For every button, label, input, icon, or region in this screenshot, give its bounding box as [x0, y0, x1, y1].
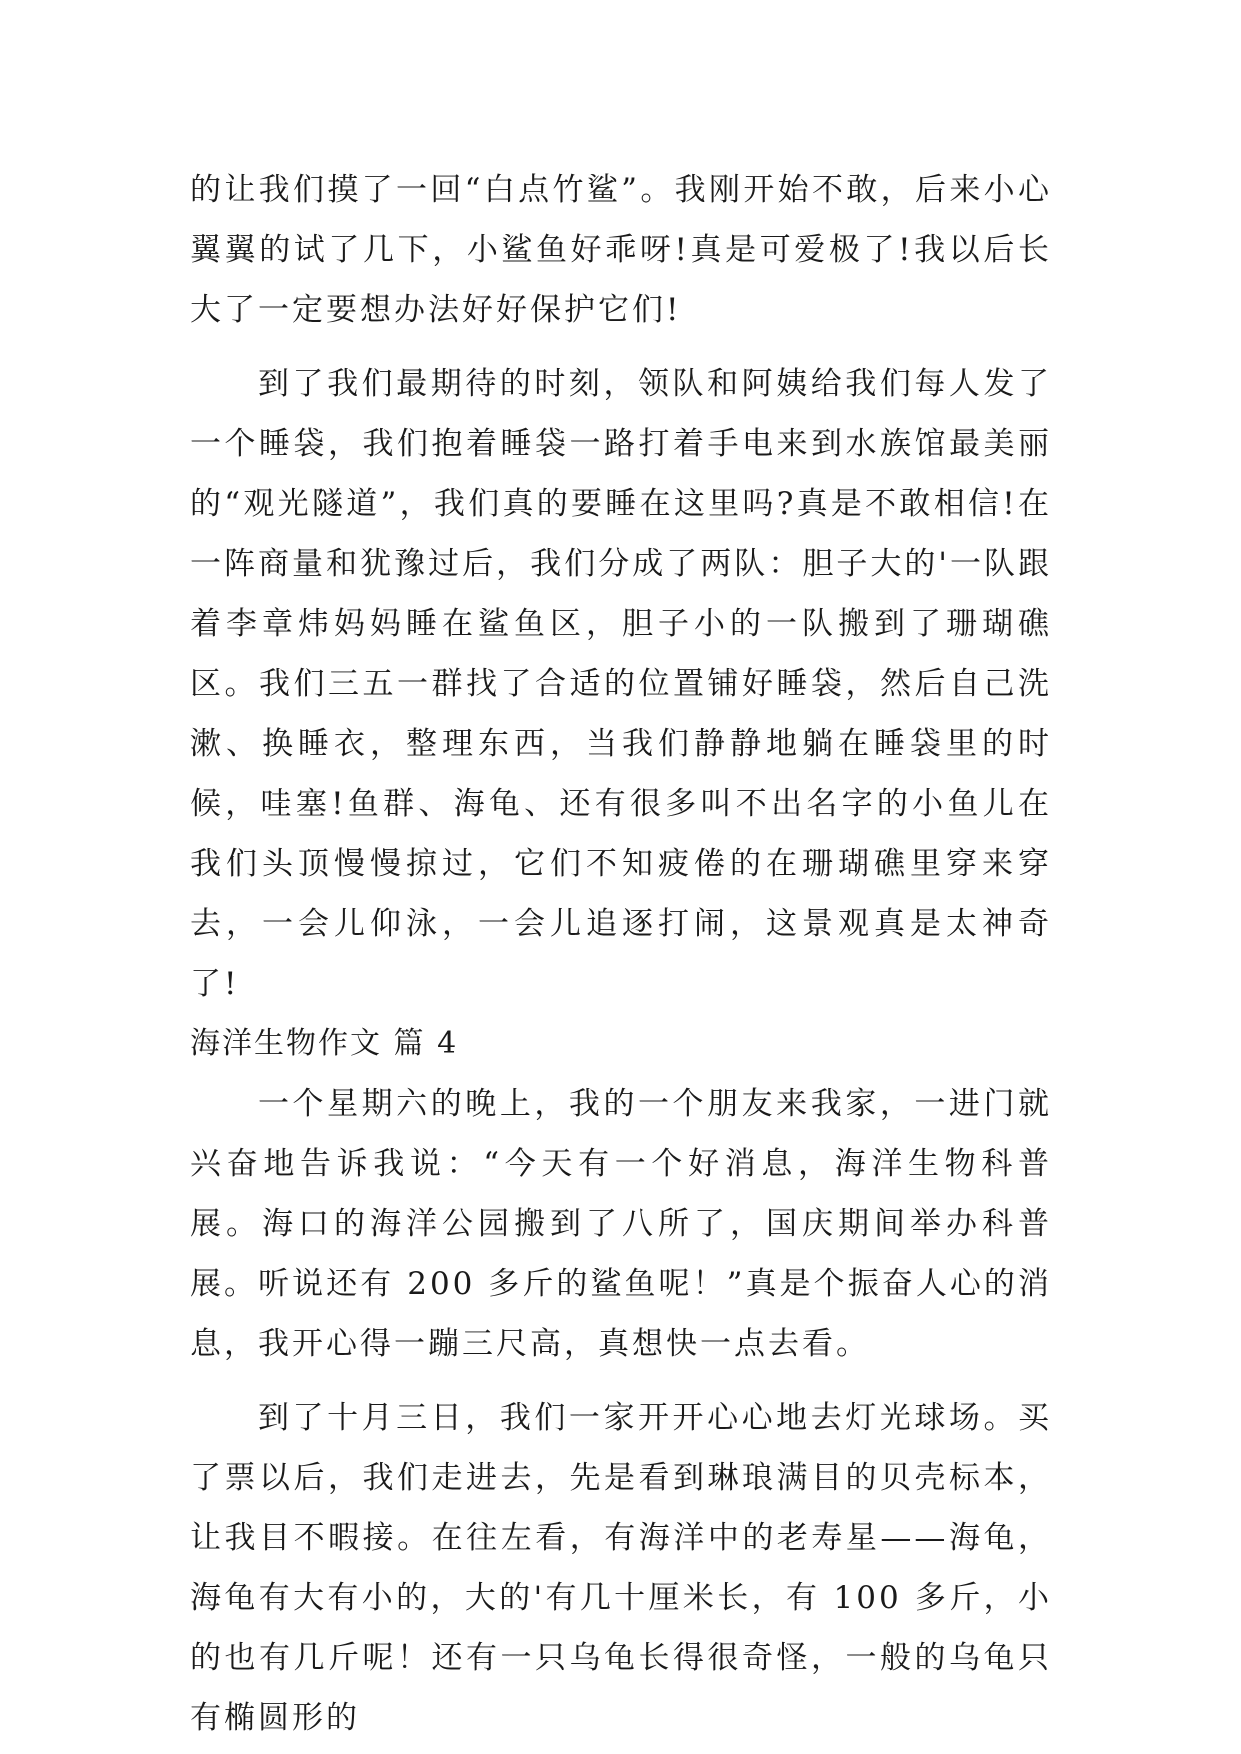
section-heading: 海洋生物作文 篇 4 — [190, 1026, 459, 1061]
paragraph-saturday-news: 一个星期六的晚上，我的一个朋友来我家，一进门就兴奋地告诉我说：“今天有一个好消息，海洋生物科普展。海口的海洋公园搬到了八所了，国庆期间举办科普展。听说还有 200 多斤的鲨鱼呢！”真是个振奋人心的消息，我开心得一蹦三尺高，真想快一点去看。 — [190, 1086, 1052, 1362]
document-page — [190, 160, 1052, 1748]
paragraph-continuation: 的让我们摸了一回“白点竹鲨”。我刚开始不敢，后来小心翼翼的试了几下，小鲨鱼好乖呀!真是可爱极了!我以后长大了一定要想办法好好保护它们! — [190, 172, 1052, 328]
paragraph-exhibition-visit: 到了十月三日，我们一家开开心心地去灯光球场。买了票以后，我们走进去，先是看到琳琅满目的贝壳标本，让我目不暇接。在往左看，有海洋中的老寿星——海龟，海龟有大有小的，大的'有几十厘米长，有 100 多斤，小的也有几斤呢！还有一只乌龟长得很奇怪，一般的乌龟只有椭圆形的 — [190, 1400, 1052, 1736]
paragraph-sleepover: 到了我们最期待的时刻，领队和阿姨给我们每人发了一个睡袋，我们抱着睡袋一路打着手电来到水族馆最美丽的“观光隧道”，我们真的要睡在这里吗?真是不敢相信!在一阵商量和犹豫过后，我们分成了两队：胆子大的'一队跟着李章炜妈妈睡在鲨鱼区，胆子小的一队搬到了珊瑚礁区。我们三五一群找了合适的位置铺好睡袋，然后自己洗漱、换睡衣，整理东西，当我们静静地躺在睡袋里的时候，哇塞!鱼群、海龟、还有很多叫不出名字的小鱼儿在我们头顶慢慢掠过，它们不知疲倦的在珊瑚礁里穿来穿去，一会儿仰泳，一会儿追逐打闹，这景观真是太神奇了! — [190, 366, 1052, 1002]
